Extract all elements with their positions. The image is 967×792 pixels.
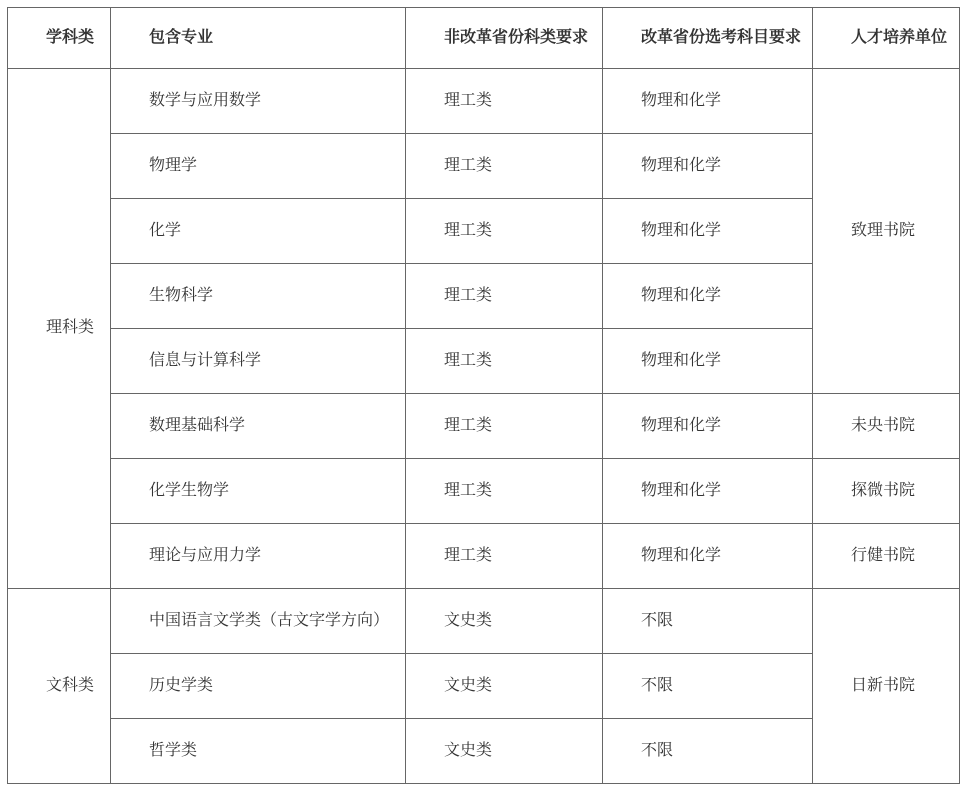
- col-header-subject-class: 学科类: [8, 8, 111, 69]
- track-cell: 文史类: [406, 719, 603, 784]
- major-cell: 哲学类: [111, 719, 406, 784]
- unit-cell-rixin: 日新书院: [813, 589, 960, 784]
- major-cell: 生物科学: [111, 264, 406, 329]
- col-header-included-majors: 包含专业: [111, 8, 406, 69]
- unit-cell-xingjian: 行健书院: [813, 524, 960, 589]
- unit-cell-zhili: 致理书院: [813, 69, 960, 394]
- majors-table-container: [7, 7, 960, 784]
- subjects-cell: 物理和化学: [603, 134, 813, 199]
- subjects-cell: 物理和化学: [603, 199, 813, 264]
- major-cell: 数理基础科学: [111, 394, 406, 459]
- table-row-chemical-biology: [8, 459, 960, 524]
- track-cell: 文史类: [406, 589, 603, 654]
- major-cell: 理论与应用力学: [111, 524, 406, 589]
- major-cell: 信息与计算科学: [111, 329, 406, 394]
- subjects-cell: 不限: [603, 654, 813, 719]
- table-row-math-physics-fundamentals: [8, 394, 960, 459]
- majors-table: [7, 7, 960, 784]
- major-cell: 中国语言文学类（古文字学方向）: [111, 589, 406, 654]
- track-cell: 理工类: [406, 329, 603, 394]
- track-cell: 理工类: [406, 199, 603, 264]
- major-cell: 物理学: [111, 134, 406, 199]
- subjects-cell: 物理和化学: [603, 524, 813, 589]
- subjects-cell: 物理和化学: [603, 459, 813, 524]
- track-cell: 理工类: [406, 264, 603, 329]
- table-row-math: [8, 69, 960, 134]
- major-cell: 数学与应用数学: [111, 69, 406, 134]
- unit-cell-tanwei: 探微书院: [813, 459, 960, 524]
- subjects-cell: 物理和化学: [603, 69, 813, 134]
- table-row-chinese-language: [8, 589, 960, 654]
- subjects-cell: 物理和化学: [603, 264, 813, 329]
- subjects-cell: 不限: [603, 719, 813, 784]
- subjects-cell: 物理和化学: [603, 329, 813, 394]
- track-cell: 理工类: [406, 134, 603, 199]
- table-row-mechanics: [8, 524, 960, 589]
- track-cell: 理工类: [406, 524, 603, 589]
- track-cell: 理工类: [406, 69, 603, 134]
- track-cell: 理工类: [406, 459, 603, 524]
- track-cell: 文史类: [406, 654, 603, 719]
- col-header-non-reform-requirement: 非改革省份科类要求: [406, 8, 603, 69]
- unit-cell-weiyang: 未央书院: [813, 394, 960, 459]
- table-header-row: [8, 8, 960, 69]
- subjects-cell: 不限: [603, 589, 813, 654]
- major-cell: 化学: [111, 199, 406, 264]
- col-header-reform-requirement: 改革省份选考科目要求: [603, 8, 813, 69]
- major-cell: 历史学类: [111, 654, 406, 719]
- category-cell-arts: 文科类: [8, 589, 111, 784]
- category-cell-science: 理科类: [8, 69, 111, 589]
- major-cell: 化学生物学: [111, 459, 406, 524]
- col-header-training-unit: 人才培养单位: [813, 8, 960, 69]
- track-cell: 理工类: [406, 394, 603, 459]
- subjects-cell: 物理和化学: [603, 394, 813, 459]
